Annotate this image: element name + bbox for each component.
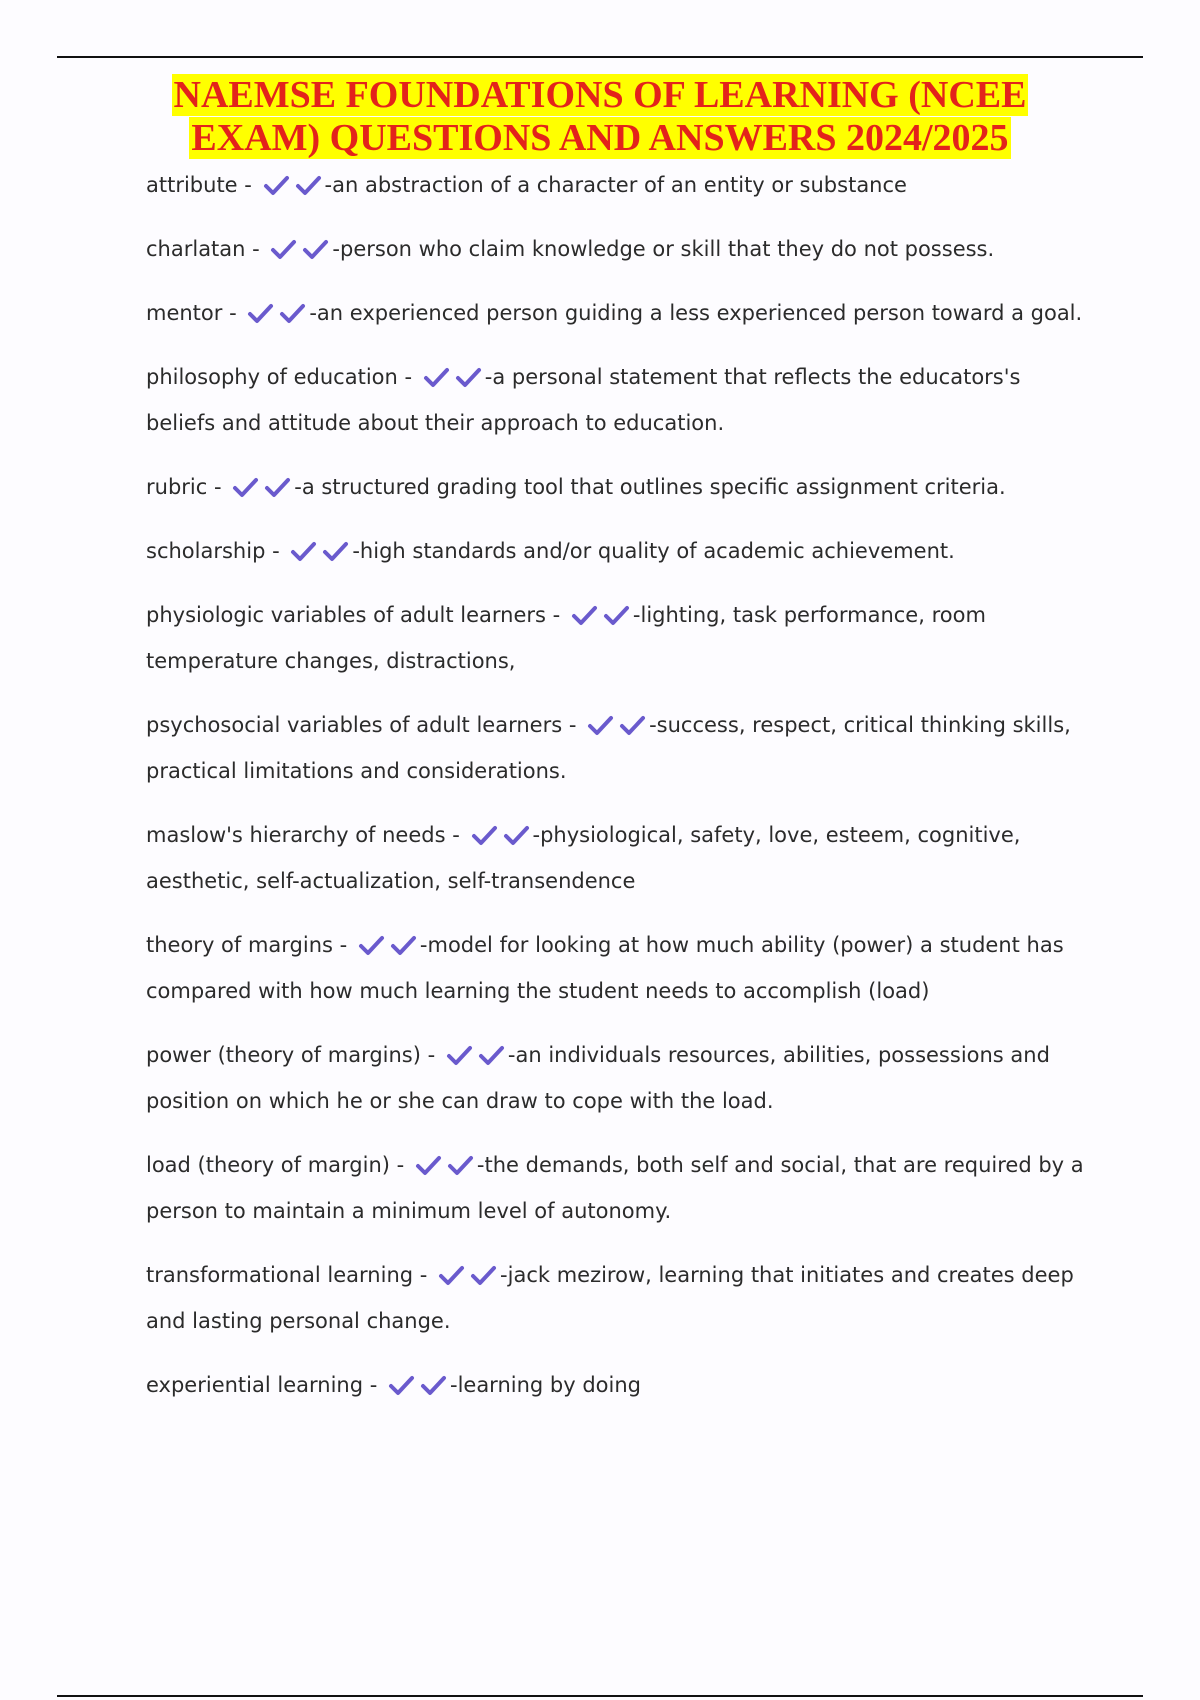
double-check-icon [587, 714, 647, 736]
answer-prefix: - [449, 1373, 458, 1397]
entry-term: power (theory of margins) [146, 1043, 421, 1067]
qa-entry [146, 702, 1086, 794]
qa-entry [146, 1362, 1086, 1408]
double-check-icon [358, 934, 418, 956]
entry-term: attribute [146, 173, 238, 197]
qa-list [146, 162, 1086, 1408]
entry-separator: - [363, 1373, 384, 1397]
title-line-1: NAEMSE FOUNDATIONS OF LEARNING (NCEE [173, 74, 1027, 116]
qa-entry [146, 812, 1086, 904]
entry-term: physiologic variables of adult learners [146, 603, 546, 627]
entry-term: psychosocial variables of adult learners [146, 713, 563, 737]
answer-prefix: - [507, 1043, 516, 1067]
qa-entry [146, 922, 1086, 1014]
entry-term: scholarship [146, 539, 266, 563]
answer-prefix: - [476, 1153, 485, 1177]
entry-separator: - [397, 365, 419, 389]
answer-prefix: - [500, 1263, 508, 1287]
document-title [0, 74, 1200, 160]
entry-separator: - [545, 603, 567, 627]
entry-definition: person who claim knowledge or skill that they do not possess. [340, 237, 995, 261]
entry-separator: - [265, 539, 287, 563]
entry-definition: a personal statement that reflects the educators's beliefs and attitude about their approach to education. [146, 365, 1021, 435]
answer-prefix: - [332, 237, 340, 261]
title-line-2: EXAM) QUESTIONS AND ANSWERS 2024/2025 [191, 117, 1009, 159]
qa-entry [146, 354, 1086, 446]
entry-definition: an individuals resources, abilities, possessions and position on which he or she can draw to cope with the load. [146, 1043, 1050, 1113]
double-check-icon [438, 1264, 498, 1286]
qa-entry [146, 1032, 1086, 1124]
entry-term: philosophy of education [146, 365, 398, 389]
double-check-icon [247, 302, 307, 324]
entry-separator: - [207, 475, 229, 499]
entry-definition: high standards and/or quality of academic achievement. [359, 539, 955, 563]
entry-definition: model for looking at how much ability (power) a student has compared with how much learning the student needs to accomplish (load) [146, 933, 1064, 1003]
entry-term: rubric [146, 475, 208, 499]
entry-definition: an experienced person guiding a less experienced person toward a goal. [316, 301, 1083, 325]
top-rule [57, 56, 1143, 58]
qa-entry [146, 528, 1086, 574]
entry-term: maslow's hierarchy of needs [146, 823, 446, 847]
double-check-icon [415, 1154, 475, 1176]
qa-entry [146, 592, 1086, 684]
answer-prefix: - [532, 823, 541, 847]
answer-prefix: - [352, 539, 360, 563]
answer-prefix: - [324, 173, 333, 197]
double-check-icon [446, 1044, 506, 1066]
entry-definition: a structured grading tool that outlines specific assignment criteria. [301, 475, 1006, 499]
double-check-icon [423, 366, 483, 388]
entry-term: mentor [146, 301, 223, 325]
answer-prefix: - [484, 365, 493, 389]
entry-definition: learning by doing [457, 1373, 641, 1397]
entry-separator: - [420, 1043, 442, 1067]
entry-definition: physiological, safety, love, esteem, cognitive, aesthetic, self-actualization, self-transendence [146, 823, 1021, 893]
answer-prefix: - [309, 301, 317, 325]
entry-separator: - [413, 1263, 435, 1287]
qa-entry [146, 162, 1086, 208]
entry-term: load (theory of margin) [146, 1153, 390, 1177]
bottom-rule [57, 1695, 1143, 1697]
entry-definition: jack mezirow, learning that initiates and creates deep and lasting personal change. [146, 1263, 1074, 1333]
entry-definition: the demands, both self and social, that are required by a person to maintain a minimum level of autonomy. [146, 1153, 1084, 1223]
answer-prefix: - [294, 475, 302, 499]
entry-separator: - [332, 933, 354, 957]
double-check-icon [388, 1374, 448, 1396]
double-check-icon [571, 604, 631, 626]
entry-separator: - [222, 301, 244, 325]
entry-separator: - [237, 173, 259, 197]
answer-prefix: - [419, 933, 428, 957]
double-check-icon [471, 824, 531, 846]
entry-separator: - [245, 237, 267, 261]
entry-term: theory of margins [146, 933, 333, 957]
entry-separator: - [445, 823, 467, 847]
qa-entry [146, 1142, 1086, 1234]
double-check-icon [270, 238, 330, 260]
entry-definition: success, respect, critical thinking skills, practical limitations and considerations. [146, 713, 1071, 783]
entry-term: experiential learning [146, 1373, 364, 1397]
qa-entry [146, 226, 1086, 272]
entry-separator: - [389, 1153, 411, 1177]
qa-entry [146, 1252, 1086, 1344]
double-check-icon [290, 540, 350, 562]
entry-separator: - [562, 713, 584, 737]
qa-entry [146, 464, 1086, 510]
double-check-icon [263, 174, 323, 196]
answer-prefix: - [649, 713, 657, 737]
entry-definition: an abstraction of a character of an entity or substance [332, 173, 907, 197]
qa-entry [146, 290, 1086, 336]
entry-term: charlatan [146, 237, 246, 261]
double-check-icon [232, 476, 292, 498]
entry-term: transformational learning [146, 1263, 414, 1287]
answer-prefix: - [632, 603, 641, 627]
entry-definition: lighting, task performance, room temperature changes, distractions, [146, 603, 986, 673]
